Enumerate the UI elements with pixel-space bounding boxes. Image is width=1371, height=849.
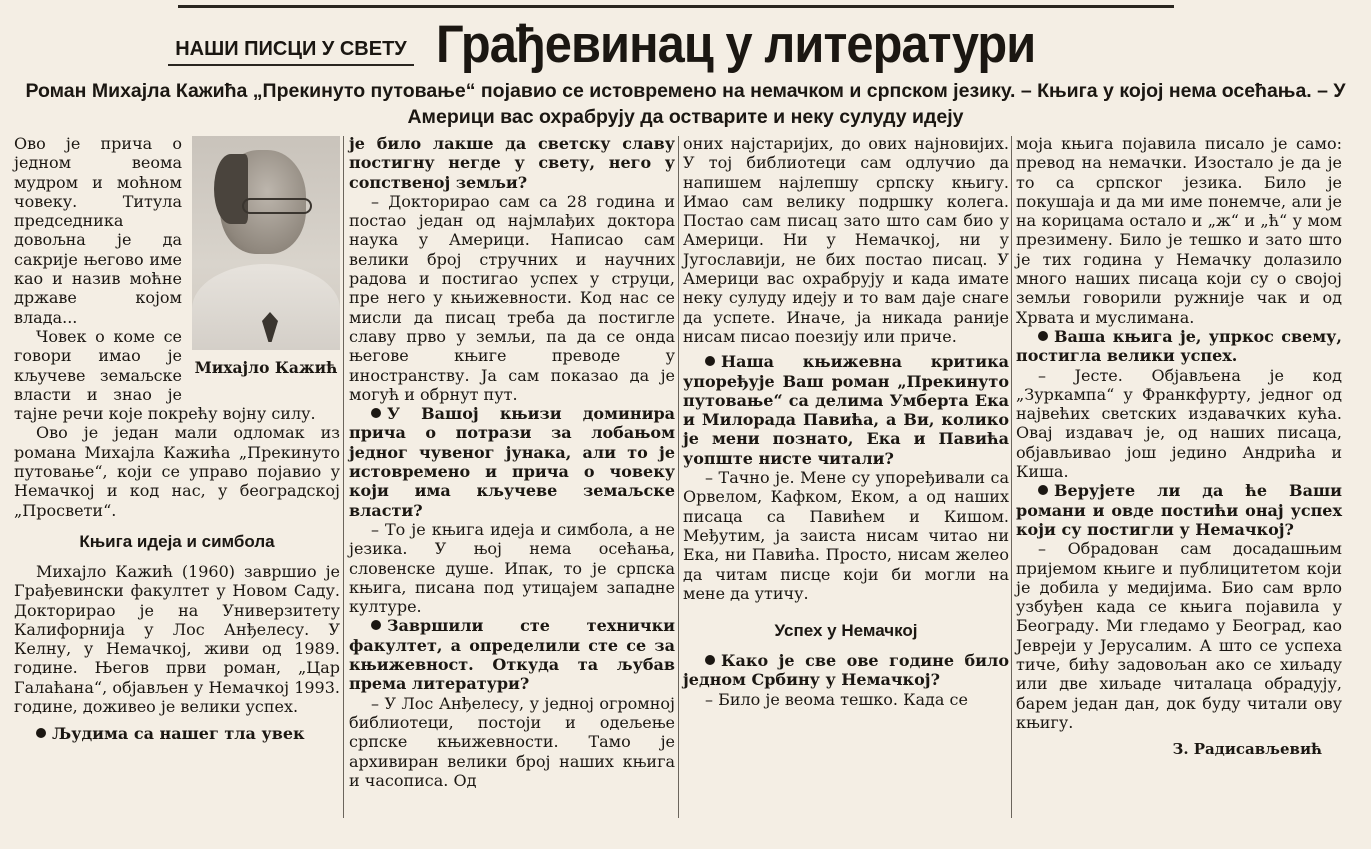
interview-question: Ваша књига је, упркос свему, постигла велики успех. [1016,326,1342,366]
interview-answer: – То је књига идеја и симбола, а не језика. У њој нема осећања, словенске душе. Ипак, то је српска књига, писана под утицајем западне културе. [349,519,675,617]
section-heading: Књига идеја и симбола [79,531,275,551]
body-paragraph: Човек о коме се говори имао је кључеве земаљске власти и знао је тајне речи које покрећу војну силу. [14,326,316,424]
interview-question: Људима са нашег тла увек [52,724,305,744]
interview-question: Верујете ли да ће Ваши романи и овде постићи онај успех који су постигли у Немачкој? [1016,481,1342,539]
article-headline: Грађевинац у литератури [436,15,1036,74]
bullet-icon [36,728,46,738]
interview-question: је било лакше да светску славу постигну негде у свету, него у сопственој земљи? [349,134,675,192]
interview-question: Како је све ове године било једном Србину у Немачкој? [683,651,1009,690]
bullet-icon [371,408,381,418]
interview-answer: – Било је веома тешко. Када се [705,689,968,709]
body-paragraph: Ово је један мали одломак из романа Михајла Кажића „Прекинуто путовање“, који се управо појавио у Немачкој и код нас, у београдској „Просвети“. [14,423,340,520]
article-subhead: Роман Михајла Кажића „Прекинуто путовање“ појавио се истовремено на немачком и српском језику. – Књига у којој нема осећања. – У Америци вас охрабрују да остварите и неку сулуду идеју [25,80,1346,128]
interview-answer: – У Лос Анђелесу, у једној огромној библиотеци, постоји и одељење српске књижевности. Тамо је архивиран велики број наших књига и часописа. Од [349,693,675,790]
portrait-image [192,136,340,350]
interview-answer: – Тачно је. Мене су упоређивали са Орвелом, Кафком, Еком, а од наших писаца са Павићем и Кишом. Међутим, ја заиста нисам читао ни Ека, ни Павића. Просто, нисам желео да читам писце који би могли на мене да утичу. [683,468,1009,603]
section-heading: Успех у Немачкој [774,621,918,641]
column-divider [343,136,344,818]
section-rubric: НАШИ ПИСЦИ У СВЕТУ [168,34,414,66]
column-2 [349,134,675,790]
interview-answer: – Јесте. Објављена је код „Зуркампа“ у Франкфурту, једног од највећих светских издавачких кућа. Овај издавач је, од наших писаца, објављивао још једино Андрића и Киша. [1016,365,1342,482]
bullet-icon [371,620,381,630]
top-rule [178,5,1174,8]
column-divider [678,136,679,818]
bullet-icon [1038,485,1048,495]
interview-answer: моја књига појавила писало је само: превод на немачки. Изостало је да је то са српског језика. Било је покушаја и да ми име понемче, али је на корицама остало и „ж“ и „ћ“ у мом презимену. Било је тешко и зато што је тих година у Немачку долазило много наших писаца који су о својој земљи говорили ружније чак и од Хрвата и муслимана. [1016,134,1342,327]
body-paragraph: Михајло Кажић (1960) завршио је Грађевински факултет у Новом Саду. Докторирао је на Универзитету Калифорнија у Лос Анђелесу. У Келну, у Немачкој, живи од 1989. године. Његов први роман, „Цар Галаћана“, објављен у Немачкој 1993. године, доживео је велики успех. [14,561,340,717]
interview-question: У Вашој књизи доминира прича о потрази за лобањом једног чувеног јунака, али то је истовремено и прича о човеку који има кључеве земаљске власти? [349,404,675,520]
interview-answer: – Обрадован сам досадашњим пријемом књиге и публицитетом који је добила у медијима. Био сам врло узбуђен када се књига појавила у Београду. Ми гледамо у Београд, као Јевреји у Јерусалим. А што се успеха тиче, бићу задовољан ако се хиљаду или две хиљаде читалаца обрадују, барем један дан, док буду читали ову књигу. [1016,539,1342,732]
photo-caption: Михајло Кажић [194,358,338,377]
bullet-icon [1038,331,1048,341]
interview-question: Наша књижевна критика упоређује Ваш роман „Прекинуто путовање“ са делима Умберта Ека и Милорада Павића, а Ви, колико је мени познато, Ека и Павића уопште нисте читали? [683,352,1009,468]
bullet-icon [705,356,715,366]
bullet-icon [705,655,715,665]
column-1 [14,134,340,744]
column-4 [1016,134,1342,760]
author-photo [192,136,340,398]
intro-paragraph: Ово је прича о једном веома мудром и моћном човеку. Титула председника довољна је да сакрије његово име као и назив моћне државе којом влада... [14,134,182,327]
column-divider [1011,136,1012,818]
column-3 [683,134,1009,709]
interview-question: Завршили сте технички факултет, а определили сте се за књижевност. Откуда та љубав према литератури? [349,616,675,694]
interview-answer: – Докторирао сам са 28 година и постао један од најмлађих доктора наука у Америци. Написао сам велики број стручних и научних радова и постигао успех у струци, пре него у књижевности. Код нас се мисли да писац треба да постигле славу прво у земљи, па да се онда његове књиге преводе у иностранству. Ја сам показао да је могућ и обрнут пут. [349,191,675,404]
author-signature: З. Радисављевић [1172,740,1322,759]
interview-answer: оних најстаријих, до ових најновијих. У тој библиотеци сам одлучио да напишем најлепшу српску књигу. Имао сам велику подршку колега. Постао сам писац зато што сам био у Америци. Ни у Немачкој, ни у Југославији, не бих постао писац. У Америци вас охрабрују и када имате неку сулуду идеју и то вам даје снаге да успете. Иначе, ја никада раније нисам писао поезију или приче. [683,134,1009,346]
